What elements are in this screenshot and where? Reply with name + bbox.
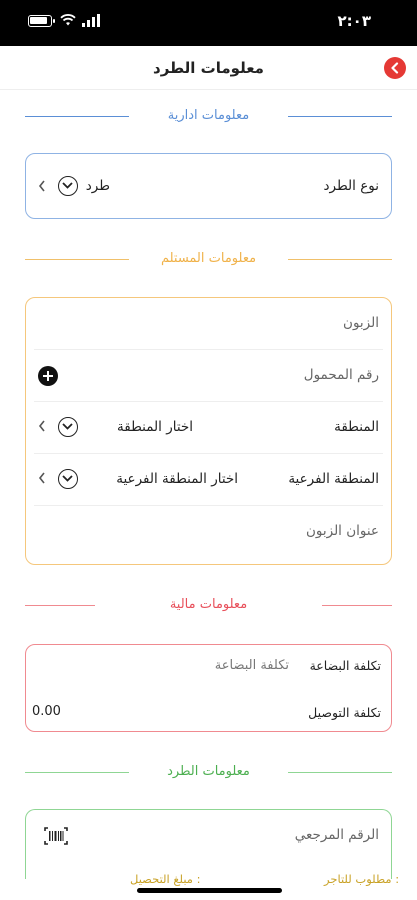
financial-card [25,644,392,732]
section-recipient-label: معلومات المستلم [160,251,257,266]
subregion-label: المنطقة الفرعية [288,471,379,487]
section-admin-label: معلومات ادارية [167,108,250,123]
address-field[interactable]: عنوان الزبون [305,523,379,539]
reference-row[interactable] [34,810,383,862]
admin-card [25,153,392,219]
status-bar [0,0,417,46]
collection-amount-label: مبلغ التحصيل : [130,872,201,886]
customer-row[interactable] [34,298,383,350]
home-indicator [137,888,282,893]
goods-cost-input[interactable]: تكلفة البضاعة [214,658,289,673]
reference-field[interactable]: الرقم المرجعي [294,827,379,843]
section-financial-title [0,596,417,616]
delivery-cost-value: 0.00 [32,704,61,719]
section-parcel-title [0,763,417,783]
address-row[interactable] [34,506,383,558]
add-icon[interactable] [38,366,58,386]
goods-cost-row[interactable] [34,645,383,689]
section-financial-label: معلومات مالية [169,597,248,612]
delivery-cost-row [34,689,383,731]
region-row[interactable] [34,402,383,454]
section-recipient-title [0,250,417,270]
divider [288,772,392,773]
subregion-select[interactable]: اختار المنطقة الفرعية [116,471,238,487]
section-parcel-label: معلومات الطرد [167,764,250,779]
divider [25,605,95,606]
battery-icon [28,15,52,27]
region-label: المنطقة [334,419,379,435]
chevron-left-icon [389,62,401,74]
page-title: معلومات الطرد [153,59,264,77]
section-admin-title [0,107,417,127]
parcel-type-value: طرد [85,178,110,194]
divider [25,772,129,773]
divider [288,259,392,260]
divider [322,605,392,606]
subregion-row[interactable] [34,454,383,506]
divider [25,259,129,260]
summary-footer [0,868,417,900]
parcel-type-label: نوع الطرد [323,178,379,194]
dropdown-circle-icon[interactable] [58,469,78,489]
chevron-right-icon [38,420,46,432]
delivery-cost-label: تكلفة التوصيل [308,705,381,720]
barcode-scan-icon[interactable] [44,827,68,845]
divider [288,116,392,117]
merchant-due-label: مطلوب للتاجر : [324,872,400,886]
goods-cost-label: تكلفة البضاعة [309,658,381,673]
chevron-right-icon [38,472,46,484]
dropdown-circle-icon[interactable] [58,176,78,196]
back-button[interactable] [384,57,406,79]
phone-row[interactable] [34,350,383,402]
recipient-card [25,297,392,565]
clock: ٢:٠٣ [337,12,371,30]
dropdown-circle-icon[interactable] [58,417,78,437]
navigation-bar [0,46,417,90]
phone-field[interactable]: رقم المحمول [303,367,379,383]
customer-field[interactable]: الزبون [343,315,379,331]
divider [25,116,129,117]
parcel-type-row[interactable] [34,154,383,218]
region-select[interactable]: اختار المنطقة [117,419,193,435]
wifi-icon [60,13,76,27]
chevron-right-icon [38,180,46,192]
signal-icon [82,14,100,27]
